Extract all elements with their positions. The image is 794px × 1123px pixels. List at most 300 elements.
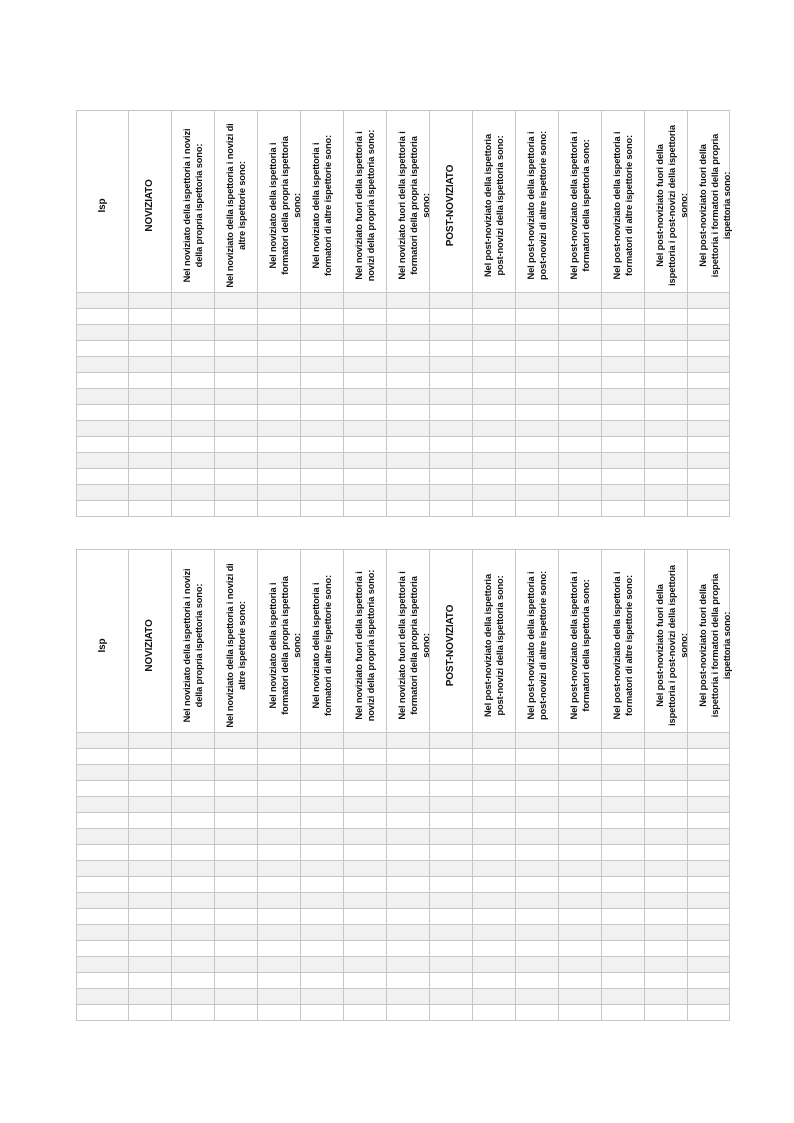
table-cell-c4[interactable] [215, 437, 258, 453]
table-cell-c10[interactable] [473, 357, 516, 373]
table-cell-c14[interactable] [645, 877, 688, 893]
table-cell-c6[interactable] [301, 845, 344, 861]
table-cell-c8[interactable] [387, 469, 430, 485]
table-cell-c15[interactable] [688, 341, 730, 357]
table-cell-c5[interactable] [258, 437, 301, 453]
table-cell-c15[interactable] [688, 877, 730, 893]
table-cell-isp[interactable] [77, 501, 129, 517]
table-cell-c8[interactable] [387, 1005, 430, 1021]
table-cell-c11[interactable] [516, 437, 559, 453]
table-cell-c3[interactable] [172, 813, 215, 829]
table-cell-c8[interactable] [387, 973, 430, 989]
table-cell-c3[interactable] [172, 893, 215, 909]
table-cell-isp[interactable] [77, 1005, 129, 1021]
table-cell-postnoviziato[interactable] [430, 957, 473, 973]
table-cell-noviziato[interactable] [129, 749, 172, 765]
table-cell-noviziato[interactable] [129, 421, 172, 437]
table-cell-c13[interactable] [602, 909, 645, 925]
table-cell-c8[interactable] [387, 325, 430, 341]
table-cell-c5[interactable] [258, 941, 301, 957]
table-cell-c10[interactable] [473, 437, 516, 453]
table-cell-c5[interactable] [258, 1005, 301, 1021]
table-cell-c11[interactable] [516, 341, 559, 357]
table-cell-c12[interactable] [559, 973, 602, 989]
table-cell-noviziato[interactable] [129, 453, 172, 469]
table-cell-c5[interactable] [258, 909, 301, 925]
table-cell-c6[interactable] [301, 765, 344, 781]
table-cell-c5[interactable] [258, 765, 301, 781]
table-cell-c6[interactable] [301, 925, 344, 941]
table-cell-c8[interactable] [387, 909, 430, 925]
table-cell-c3[interactable] [172, 357, 215, 373]
table-cell-c6[interactable] [301, 893, 344, 909]
table-cell-c15[interactable] [688, 501, 730, 517]
table-cell-postnoviziato[interactable] [430, 293, 473, 309]
table-cell-noviziato[interactable] [129, 293, 172, 309]
table-cell-c12[interactable] [559, 989, 602, 1005]
table-cell-c14[interactable] [645, 733, 688, 749]
table-cell-c5[interactable] [258, 781, 301, 797]
table-cell-noviziato[interactable] [129, 437, 172, 453]
table-cell-c14[interactable] [645, 845, 688, 861]
table-cell-postnoviziato[interactable] [430, 733, 473, 749]
table-cell-c15[interactable] [688, 421, 730, 437]
table-cell-postnoviziato[interactable] [430, 797, 473, 813]
table-cell-noviziato[interactable] [129, 501, 172, 517]
table-cell-c14[interactable] [645, 405, 688, 421]
table-cell-c5[interactable] [258, 813, 301, 829]
table-cell-c12[interactable] [559, 1005, 602, 1021]
table-cell-postnoviziato[interactable] [430, 405, 473, 421]
table-cell-c15[interactable] [688, 893, 730, 909]
table-cell-c5[interactable] [258, 485, 301, 501]
table-cell-c6[interactable] [301, 453, 344, 469]
table-cell-c10[interactable] [473, 797, 516, 813]
table-cell-c15[interactable] [688, 973, 730, 989]
table-cell-c14[interactable] [645, 357, 688, 373]
table-cell-isp[interactable] [77, 973, 129, 989]
table-cell-c15[interactable] [688, 813, 730, 829]
table-cell-c4[interactable] [215, 925, 258, 941]
table-cell-c6[interactable] [301, 973, 344, 989]
table-cell-c5[interactable] [258, 453, 301, 469]
table-cell-c11[interactable] [516, 1005, 559, 1021]
table-cell-c6[interactable] [301, 389, 344, 405]
table-cell-c4[interactable] [215, 893, 258, 909]
table-cell-c14[interactable] [645, 749, 688, 765]
table-cell-c11[interactable] [516, 357, 559, 373]
table-cell-c11[interactable] [516, 941, 559, 957]
table-cell-c4[interactable] [215, 421, 258, 437]
table-cell-c8[interactable] [387, 813, 430, 829]
table-cell-c12[interactable] [559, 469, 602, 485]
table-cell-c5[interactable] [258, 469, 301, 485]
table-cell-noviziato[interactable] [129, 829, 172, 845]
table-cell-c8[interactable] [387, 765, 430, 781]
table-cell-c3[interactable] [172, 373, 215, 389]
table-cell-c10[interactable] [473, 941, 516, 957]
table-cell-c4[interactable] [215, 845, 258, 861]
table-cell-postnoviziato[interactable] [430, 437, 473, 453]
table-cell-c5[interactable] [258, 733, 301, 749]
table-cell-c3[interactable] [172, 341, 215, 357]
table-cell-c12[interactable] [559, 781, 602, 797]
table-cell-c3[interactable] [172, 405, 215, 421]
table-cell-noviziato[interactable] [129, 309, 172, 325]
table-cell-isp[interactable] [77, 781, 129, 797]
table-cell-c6[interactable] [301, 781, 344, 797]
table-cell-c15[interactable] [688, 749, 730, 765]
table-cell-c3[interactable] [172, 829, 215, 845]
table-cell-c12[interactable] [559, 941, 602, 957]
table-cell-c11[interactable] [516, 893, 559, 909]
table-cell-c8[interactable] [387, 749, 430, 765]
table-cell-c6[interactable] [301, 325, 344, 341]
table-cell-c4[interactable] [215, 389, 258, 405]
table-cell-c14[interactable] [645, 925, 688, 941]
table-cell-c7[interactable] [344, 765, 387, 781]
table-cell-c6[interactable] [301, 357, 344, 373]
table-cell-c4[interactable] [215, 373, 258, 389]
table-cell-isp[interactable] [77, 469, 129, 485]
table-cell-postnoviziato[interactable] [430, 373, 473, 389]
table-cell-postnoviziato[interactable] [430, 325, 473, 341]
table-cell-c8[interactable] [387, 437, 430, 453]
table-cell-c15[interactable] [688, 797, 730, 813]
table-cell-c7[interactable] [344, 941, 387, 957]
table-cell-c7[interactable] [344, 877, 387, 893]
table-cell-c7[interactable] [344, 733, 387, 749]
table-cell-c12[interactable] [559, 405, 602, 421]
table-cell-c7[interactable] [344, 309, 387, 325]
table-cell-c14[interactable] [645, 1005, 688, 1021]
table-cell-c13[interactable] [602, 357, 645, 373]
table-cell-c5[interactable] [258, 749, 301, 765]
table-cell-c13[interactable] [602, 877, 645, 893]
table-cell-isp[interactable] [77, 925, 129, 941]
table-cell-postnoviziato[interactable] [430, 421, 473, 437]
table-cell-c5[interactable] [258, 389, 301, 405]
table-cell-c4[interactable] [215, 309, 258, 325]
table-cell-c13[interactable] [602, 1005, 645, 1021]
table-cell-c10[interactable] [473, 733, 516, 749]
table-cell-c7[interactable] [344, 925, 387, 941]
table-cell-postnoviziato[interactable] [430, 845, 473, 861]
table-cell-postnoviziato[interactable] [430, 765, 473, 781]
table-cell-c3[interactable] [172, 437, 215, 453]
table-cell-c4[interactable] [215, 501, 258, 517]
table-cell-isp[interactable] [77, 893, 129, 909]
table-cell-postnoviziato[interactable] [430, 941, 473, 957]
table-cell-isp[interactable] [77, 373, 129, 389]
table-cell-postnoviziato[interactable] [430, 749, 473, 765]
table-cell-c13[interactable] [602, 925, 645, 941]
table-cell-c15[interactable] [688, 781, 730, 797]
table-cell-c8[interactable] [387, 845, 430, 861]
table-cell-c12[interactable] [559, 293, 602, 309]
table-cell-c10[interactable] [473, 341, 516, 357]
table-cell-c11[interactable] [516, 957, 559, 973]
table-cell-c6[interactable] [301, 1005, 344, 1021]
table-cell-c4[interactable] [215, 341, 258, 357]
table-cell-c11[interactable] [516, 845, 559, 861]
table-cell-c7[interactable] [344, 373, 387, 389]
table-cell-c14[interactable] [645, 813, 688, 829]
table-cell-c7[interactable] [344, 453, 387, 469]
table-cell-c14[interactable] [645, 325, 688, 341]
table-cell-c3[interactable] [172, 293, 215, 309]
table-cell-c12[interactable] [559, 389, 602, 405]
table-cell-c14[interactable] [645, 309, 688, 325]
table-cell-c10[interactable] [473, 957, 516, 973]
table-cell-c14[interactable] [645, 829, 688, 845]
table-cell-c3[interactable] [172, 909, 215, 925]
table-cell-c4[interactable] [215, 989, 258, 1005]
table-cell-c4[interactable] [215, 909, 258, 925]
table-cell-postnoviziato[interactable] [430, 909, 473, 925]
table-cell-c4[interactable] [215, 861, 258, 877]
table-cell-c4[interactable] [215, 813, 258, 829]
table-cell-c3[interactable] [172, 877, 215, 893]
table-cell-c15[interactable] [688, 845, 730, 861]
table-cell-noviziato[interactable] [129, 925, 172, 941]
table-cell-c5[interactable] [258, 845, 301, 861]
table-cell-c13[interactable] [602, 485, 645, 501]
table-cell-isp[interactable] [77, 797, 129, 813]
table-cell-postnoviziato[interactable] [430, 989, 473, 1005]
table-cell-c14[interactable] [645, 501, 688, 517]
table-cell-c6[interactable] [301, 989, 344, 1005]
table-cell-c8[interactable] [387, 957, 430, 973]
table-cell-c5[interactable] [258, 797, 301, 813]
table-cell-c14[interactable] [645, 373, 688, 389]
table-cell-c12[interactable] [559, 845, 602, 861]
table-cell-postnoviziato[interactable] [430, 973, 473, 989]
table-cell-c13[interactable] [602, 813, 645, 829]
table-cell-isp[interactable] [77, 309, 129, 325]
table-cell-c5[interactable] [258, 925, 301, 941]
table-cell-noviziato[interactable] [129, 973, 172, 989]
table-cell-isp[interactable] [77, 421, 129, 437]
table-cell-c11[interactable] [516, 733, 559, 749]
table-cell-c8[interactable] [387, 453, 430, 469]
table-cell-isp[interactable] [77, 989, 129, 1005]
table-cell-c7[interactable] [344, 813, 387, 829]
table-cell-c7[interactable] [344, 797, 387, 813]
table-cell-c4[interactable] [215, 357, 258, 373]
table-cell-c11[interactable] [516, 797, 559, 813]
table-cell-c14[interactable] [645, 341, 688, 357]
table-cell-c12[interactable] [559, 453, 602, 469]
table-cell-c13[interactable] [602, 293, 645, 309]
table-cell-c11[interactable] [516, 909, 559, 925]
table-cell-noviziato[interactable] [129, 813, 172, 829]
table-cell-c13[interactable] [602, 957, 645, 973]
table-cell-c12[interactable] [559, 797, 602, 813]
table-cell-c7[interactable] [344, 973, 387, 989]
table-cell-c10[interactable] [473, 389, 516, 405]
table-cell-isp[interactable] [77, 829, 129, 845]
table-cell-c8[interactable] [387, 421, 430, 437]
table-cell-isp[interactable] [77, 733, 129, 749]
table-cell-c5[interactable] [258, 989, 301, 1005]
table-cell-c15[interactable] [688, 941, 730, 957]
table-cell-noviziato[interactable] [129, 485, 172, 501]
table-cell-noviziato[interactable] [129, 989, 172, 1005]
table-cell-c12[interactable] [559, 437, 602, 453]
table-cell-c10[interactable] [473, 421, 516, 437]
table-cell-isp[interactable] [77, 453, 129, 469]
table-cell-noviziato[interactable] [129, 325, 172, 341]
table-cell-c15[interactable] [688, 733, 730, 749]
table-cell-c10[interactable] [473, 909, 516, 925]
table-cell-noviziato[interactable] [129, 861, 172, 877]
table-cell-c15[interactable] [688, 925, 730, 941]
table-cell-c4[interactable] [215, 957, 258, 973]
table-cell-c14[interactable] [645, 453, 688, 469]
table-cell-isp[interactable] [77, 957, 129, 973]
table-cell-c12[interactable] [559, 421, 602, 437]
table-cell-c14[interactable] [645, 973, 688, 989]
table-cell-c10[interactable] [473, 749, 516, 765]
table-cell-c11[interactable] [516, 989, 559, 1005]
table-cell-c13[interactable] [602, 437, 645, 453]
table-cell-c8[interactable] [387, 389, 430, 405]
table-cell-c10[interactable] [473, 405, 516, 421]
table-cell-c12[interactable] [559, 957, 602, 973]
table-cell-c11[interactable] [516, 829, 559, 845]
table-cell-c14[interactable] [645, 469, 688, 485]
table-cell-c4[interactable] [215, 293, 258, 309]
table-cell-c4[interactable] [215, 733, 258, 749]
table-cell-c10[interactable] [473, 293, 516, 309]
table-cell-c14[interactable] [645, 781, 688, 797]
table-cell-c3[interactable] [172, 957, 215, 973]
table-cell-isp[interactable] [77, 357, 129, 373]
table-cell-c11[interactable] [516, 309, 559, 325]
table-cell-c6[interactable] [301, 797, 344, 813]
table-cell-c11[interactable] [516, 877, 559, 893]
table-cell-c6[interactable] [301, 941, 344, 957]
table-cell-c4[interactable] [215, 469, 258, 485]
table-cell-c7[interactable] [344, 861, 387, 877]
table-cell-noviziato[interactable] [129, 389, 172, 405]
table-cell-c11[interactable] [516, 373, 559, 389]
table-cell-c15[interactable] [688, 861, 730, 877]
table-cell-c15[interactable] [688, 293, 730, 309]
table-cell-c15[interactable] [688, 389, 730, 405]
table-cell-c3[interactable] [172, 989, 215, 1005]
table-cell-c6[interactable] [301, 485, 344, 501]
table-cell-c3[interactable] [172, 861, 215, 877]
table-cell-c6[interactable] [301, 861, 344, 877]
table-cell-c4[interactable] [215, 797, 258, 813]
table-cell-c10[interactable] [473, 829, 516, 845]
table-cell-c3[interactable] [172, 733, 215, 749]
table-cell-c10[interactable] [473, 845, 516, 861]
table-cell-c8[interactable] [387, 405, 430, 421]
table-cell-c8[interactable] [387, 797, 430, 813]
table-cell-c11[interactable] [516, 749, 559, 765]
table-cell-c12[interactable] [559, 341, 602, 357]
table-cell-c10[interactable] [473, 925, 516, 941]
table-cell-postnoviziato[interactable] [430, 453, 473, 469]
table-cell-c4[interactable] [215, 781, 258, 797]
table-cell-c15[interactable] [688, 1005, 730, 1021]
table-cell-c8[interactable] [387, 501, 430, 517]
table-cell-c7[interactable] [344, 405, 387, 421]
table-cell-c5[interactable] [258, 293, 301, 309]
table-cell-c6[interactable] [301, 405, 344, 421]
table-cell-c15[interactable] [688, 765, 730, 781]
table-cell-c5[interactable] [258, 405, 301, 421]
table-cell-c10[interactable] [473, 469, 516, 485]
table-cell-c10[interactable] [473, 781, 516, 797]
table-cell-c5[interactable] [258, 325, 301, 341]
table-cell-c15[interactable] [688, 325, 730, 341]
table-cell-postnoviziato[interactable] [430, 309, 473, 325]
table-cell-c13[interactable] [602, 405, 645, 421]
table-cell-c12[interactable] [559, 829, 602, 845]
table-cell-c14[interactable] [645, 421, 688, 437]
table-cell-c5[interactable] [258, 877, 301, 893]
table-cell-c14[interactable] [645, 893, 688, 909]
table-cell-c7[interactable] [344, 389, 387, 405]
table-cell-noviziato[interactable] [129, 357, 172, 373]
table-cell-c3[interactable] [172, 1005, 215, 1021]
table-cell-c12[interactable] [559, 373, 602, 389]
table-cell-c3[interactable] [172, 309, 215, 325]
table-cell-c12[interactable] [559, 877, 602, 893]
table-cell-noviziato[interactable] [129, 373, 172, 389]
table-cell-c7[interactable] [344, 341, 387, 357]
table-cell-c4[interactable] [215, 405, 258, 421]
table-cell-c4[interactable] [215, 1005, 258, 1021]
table-cell-c14[interactable] [645, 909, 688, 925]
table-cell-c12[interactable] [559, 309, 602, 325]
table-cell-c3[interactable] [172, 389, 215, 405]
table-cell-postnoviziato[interactable] [430, 469, 473, 485]
table-cell-noviziato[interactable] [129, 957, 172, 973]
table-cell-noviziato[interactable] [129, 781, 172, 797]
table-cell-c7[interactable] [344, 469, 387, 485]
table-cell-c13[interactable] [602, 845, 645, 861]
table-cell-c14[interactable] [645, 861, 688, 877]
table-cell-c4[interactable] [215, 941, 258, 957]
table-cell-c5[interactable] [258, 357, 301, 373]
table-cell-c6[interactable] [301, 421, 344, 437]
table-cell-c7[interactable] [344, 829, 387, 845]
table-cell-c5[interactable] [258, 957, 301, 973]
table-cell-c6[interactable] [301, 877, 344, 893]
table-cell-c8[interactable] [387, 373, 430, 389]
table-cell-noviziato[interactable] [129, 893, 172, 909]
table-cell-c8[interactable] [387, 877, 430, 893]
table-cell-c7[interactable] [344, 501, 387, 517]
table-cell-c3[interactable] [172, 941, 215, 957]
table-cell-c13[interactable] [602, 989, 645, 1005]
table-cell-isp[interactable] [77, 845, 129, 861]
table-cell-postnoviziato[interactable] [430, 389, 473, 405]
table-cell-c6[interactable] [301, 341, 344, 357]
table-cell-c15[interactable] [688, 453, 730, 469]
table-cell-c12[interactable] [559, 733, 602, 749]
table-cell-c15[interactable] [688, 957, 730, 973]
table-cell-c14[interactable] [645, 485, 688, 501]
table-cell-isp[interactable] [77, 749, 129, 765]
table-cell-c12[interactable] [559, 861, 602, 877]
table-cell-c11[interactable] [516, 501, 559, 517]
